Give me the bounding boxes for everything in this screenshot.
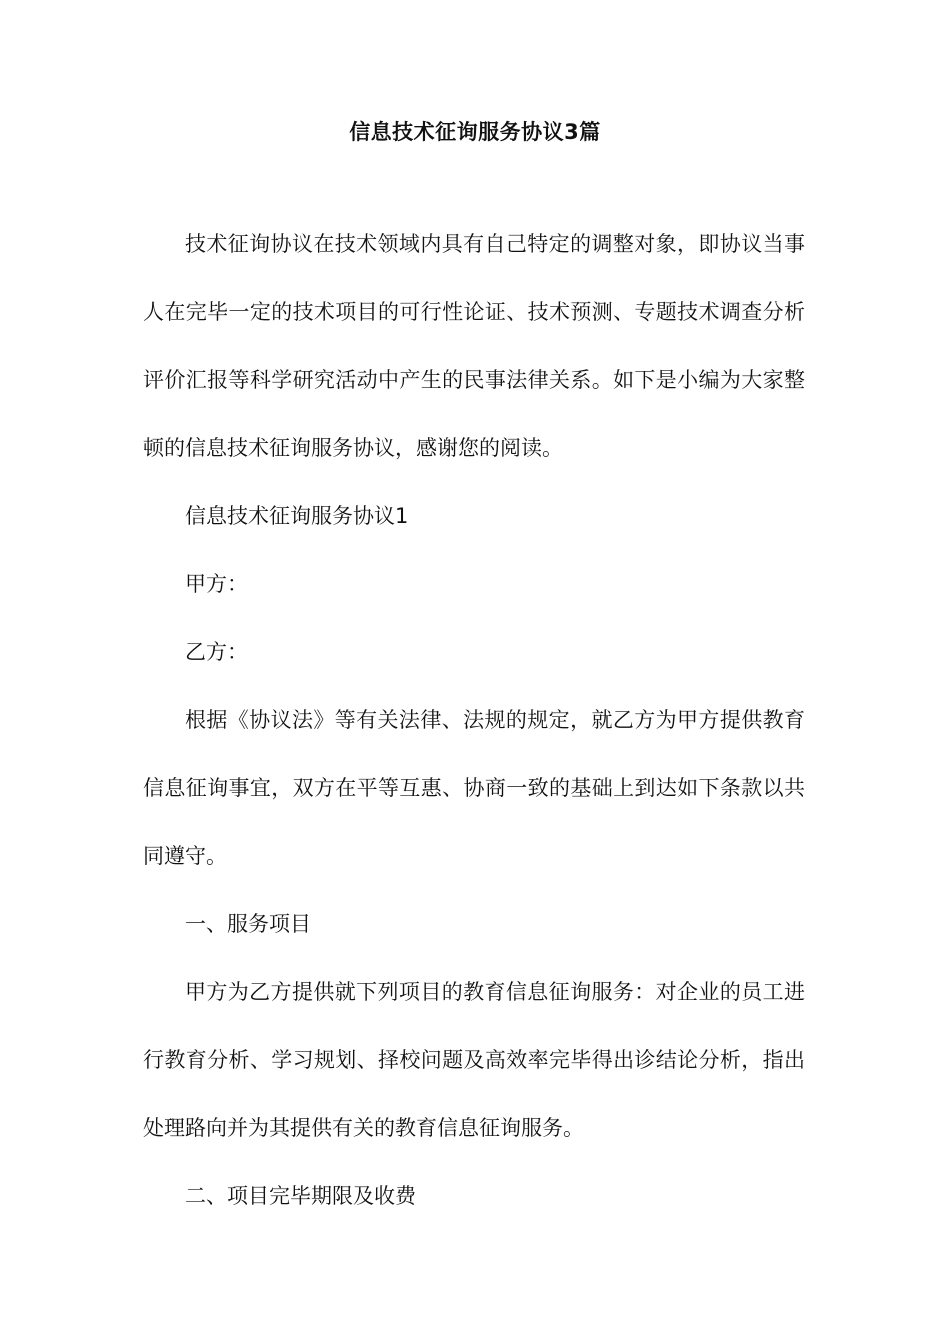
party-b-line: 乙方：: [185, 640, 248, 664]
service-items-paragraph: 甲方为乙方提供就下列项目的教育信息征询服务：对企业的员工进行教育分析、学习规划、择校问题及高效率完毕得出诊结论分析，指出处理路向并为其提供有关的教育信息征询服务。: [143, 980, 805, 1140]
section-heading-term-and-fees: 二、项目完毕期限及收费: [185, 1184, 416, 1208]
document-body: [143, 210, 805, 1230]
agreement-heading: 信息技术征询服务协议1: [185, 504, 409, 528]
basis-paragraph: 根据《协议法》等有关法律、法规的规定，就乙方为甲方提供教育信息征询事宜，双方在平等互惠、协商一致的基础上到达如下条款以共同遵守。: [143, 708, 805, 868]
party-a-line: 甲方：: [185, 572, 248, 596]
section-heading-service-items: 一、服务项目: [185, 912, 311, 936]
document-title: 信息技术征询服务协议3篇: [349, 120, 601, 144]
intro-paragraph: 技术征询协议在技术领域内具有自己特定的调整对象，即协议当事人在完毕一定的技术项目的可行性论证、技术预测、专题技术调查分析评价汇报等科学研究活动中产生的民事法律关系。如下是小编为大家整顿的信息技术征询服务协议，感谢您的阅读。: [143, 232, 805, 460]
